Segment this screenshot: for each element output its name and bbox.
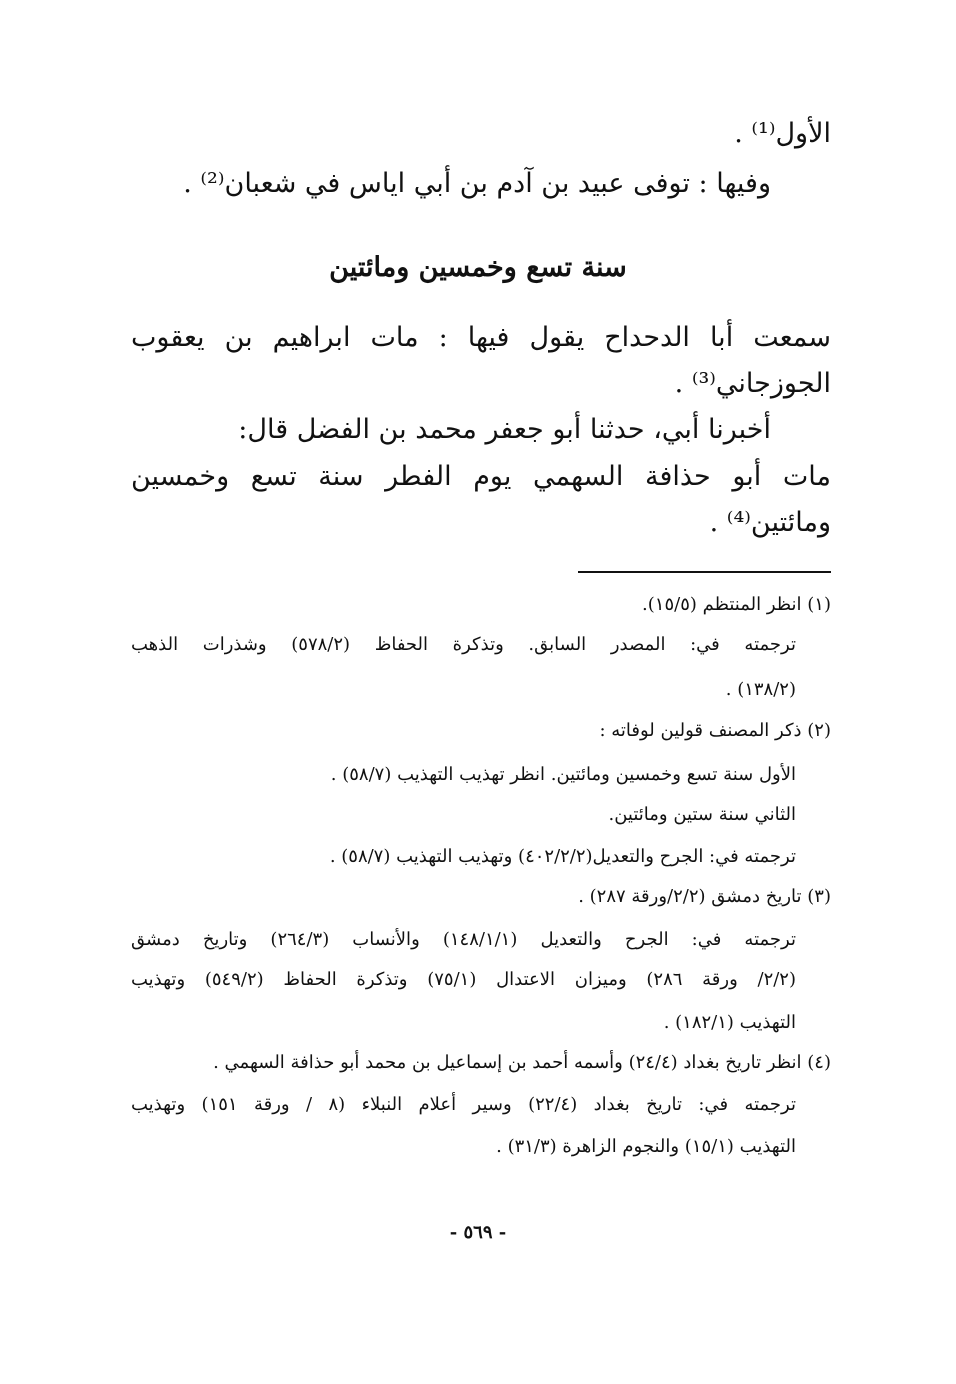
footnote-separator	[578, 571, 831, 573]
footnote-line: الثاني سنة ستين ومائتين.	[608, 804, 796, 825]
footnote-line: الأول سنة تسع وخمسين ومائتين. انظر تهذيب التهذيب (٥٨/٧) .	[330, 764, 796, 785]
text-line: الأول⁽¹⁾ .	[734, 118, 831, 149]
footnote-line: ترجمته في: الجرح والتعديل(٤٠٢/٢/٢) وتهذيب التهذيب (٥٨/٧) .	[329, 846, 796, 867]
footnote-line: (٤) انظر تاريخ بغداد (٢٤/٤) وأسمه أحمد بن إسماعيل بن محمد أبو حذافة السهمي .	[213, 1052, 831, 1073]
footnote-line: (٢/٢/ ورقة ٢٨٦) وميزان الاعتدال (٧٥/١) وتذكرة الحفاظ (٥٤٩/٢) وتهذيب	[131, 969, 796, 990]
footnote-line: التهذيب (١٨٢/١) .	[663, 1012, 796, 1033]
text-line: مات أبو حذافة السهمي يوم الفطر سنة تسع وخمسين	[131, 461, 831, 492]
page-number: - ٥٦٩ -	[449, 1222, 507, 1243]
footnote-line: (١٣٨/٢) .	[725, 679, 796, 700]
footnote-line: التهذيب (١٥/١) والنجوم الزاهرة (٣١/٣) .	[496, 1136, 796, 1157]
footnote-line: (٢) ذكر المصنف قولين لوفاته :	[599, 720, 831, 741]
footnote-line: (١) انظر المنتظم (١٥/٥).	[642, 594, 831, 615]
section-heading: سنة تسع وخمسين ومائتين	[329, 252, 627, 283]
text-line: أخبرنا أبي، حدثنا أبو جعفر محمد بن الفضل قال:	[238, 414, 771, 445]
footnote-line: ترجمته في: الجرح والتعديل (١٤٨/١/١) والأنساب (٢٦٤/٣) وتاريخ دمشق	[131, 929, 796, 950]
footnote-line: ترجمته في: تاريخ بغداد (٢٢/٤) وسير أعلام النبلاء (٨ / ورقة ١٥١) وتهذيب	[131, 1094, 796, 1115]
footnote-line: ترجمته في: المصدر السابق. وتذكرة الحفاظ (٥٧٨/٢) وشذرات الذهب	[131, 634, 796, 655]
text-line: الجوزجاني⁽³⁾ .	[674, 368, 831, 399]
footnote-line: (٣) تاريخ دمشق (٢/٢/ورقة ٢٨٧) .	[578, 886, 831, 907]
text-line: وفيها : توفى عبيد بن آدم بن أبي اياس في شعبان⁽²⁾ .	[183, 168, 771, 199]
text-line: ومائتين⁽⁴⁾ .	[709, 507, 831, 538]
text-line: سمعت أبا الدحداح يقول فيها : مات ابراهيم بن يعقوب	[131, 322, 831, 353]
